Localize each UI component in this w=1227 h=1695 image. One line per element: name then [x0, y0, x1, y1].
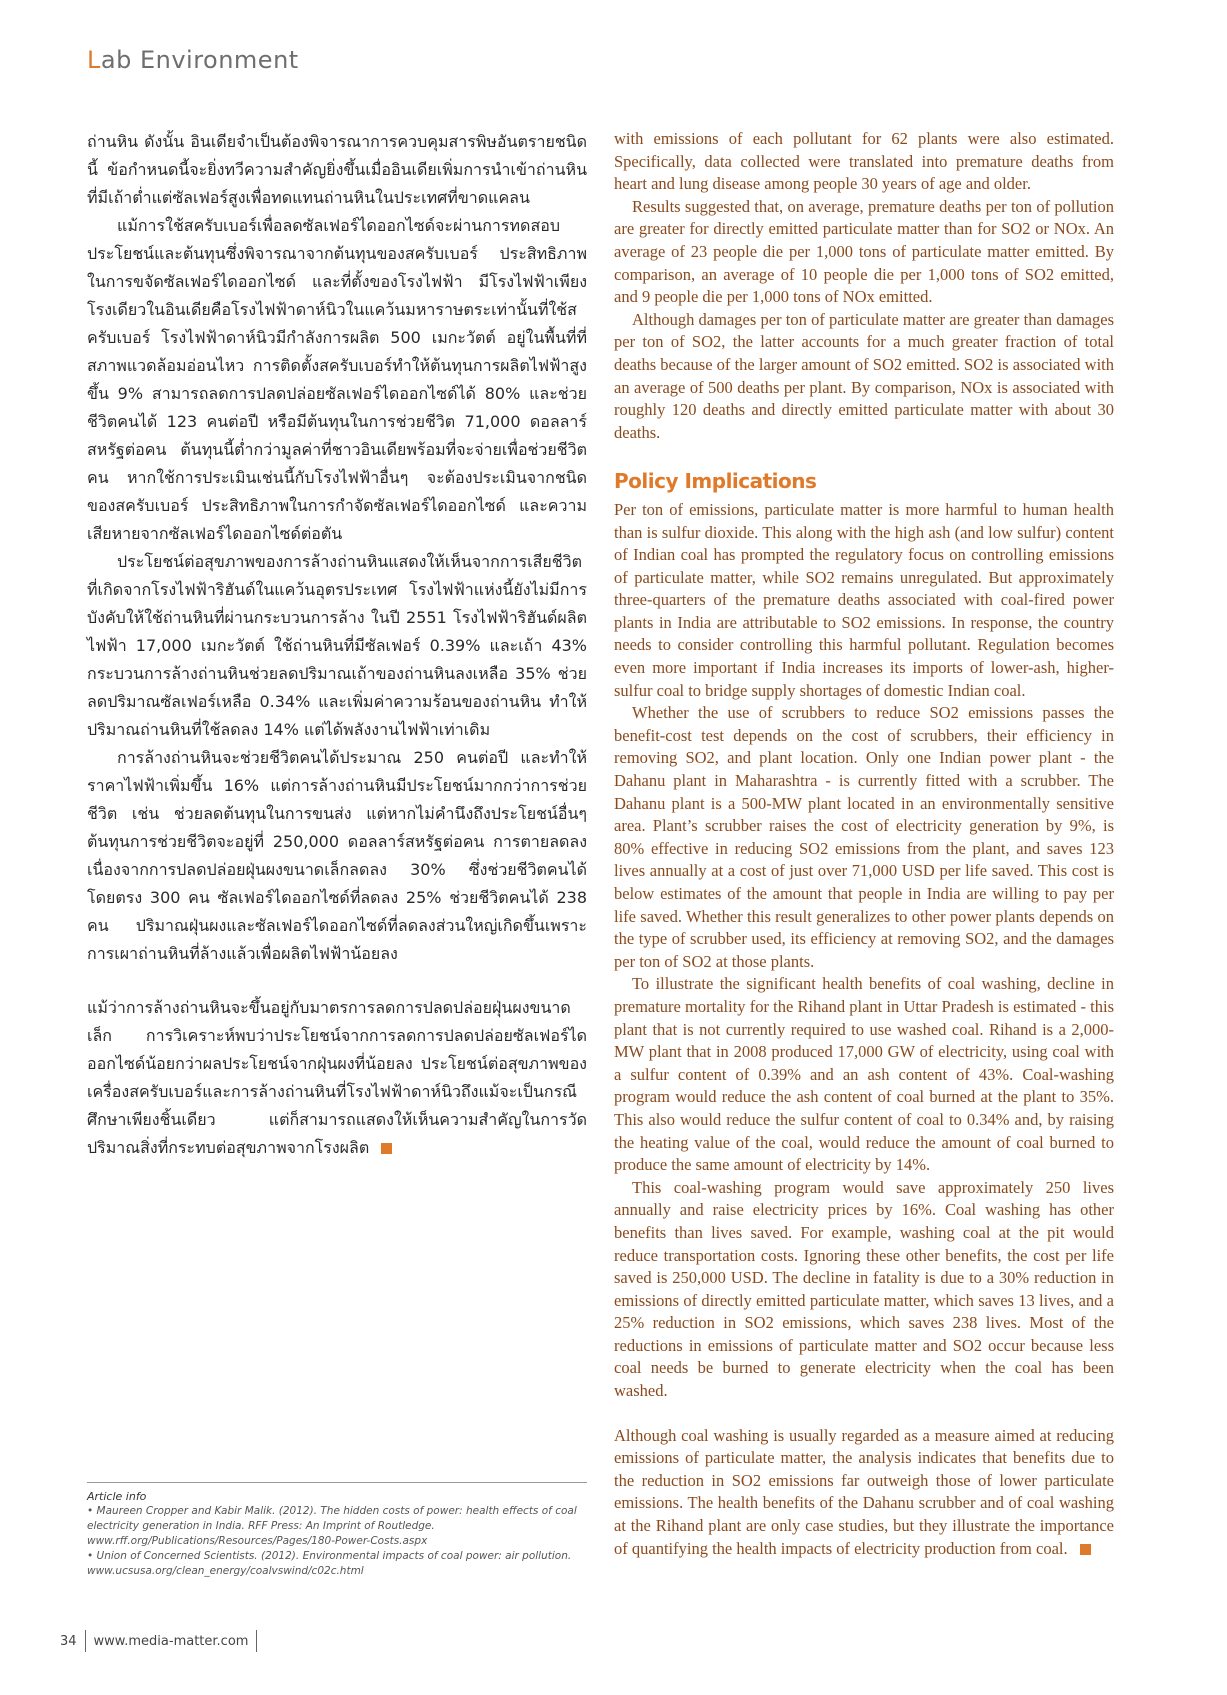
right-paragraph-5: Whether the use of scrubbers to reduce SO2 emissions passes the benefit-cost test depends on the cost of scrubbers, their efficiency in removing SO2, and plant location. Only one Indian power plant - the Dahanu plant in Maharashtra - is currently fitted with a scrubber. The Dahanu plant is a 500-MW plant located in an environmentally sensitive area. Plant’s scrubber raises the cost of electricity generation by 9%, is 80% effective in reducing SO2 emissions from the plant, and saves 123 lives annually at a cost of just over 71,000 USD per life saved. This cost is below estimates of the amount that people in India are willing to pay per life saved. Whether this result generalizes to other power plants depends on the type of scrubber used, its efficiency at removing SO2, and the damages per ton of SO2 at those plants. [614, 703, 1114, 971]
page-footer [60, 1630, 265, 1652]
article-info-reference: • Maureen Cropper and Kabir Malik. (2012). The hidden costs of power: health effects of coal electricity generation in India. RFF Press: An Imprint of Routledge. www.rff.org/Publications/Resources/Pages/180-Power-Costs.aspx [87, 1505, 577, 1547]
right-paragraph-2: Results suggested that, on average, premature deaths per ton of pollution are greater for directly emitted particulate matter than for SO2 or NOx. An average of 23 people die per 1,000 tons of particulate matter emitted. By comparison, an average of 10 people die per 1,000 tons of SO2 emitted, and 9 people die per 1,000 tons of NOx emitted. [614, 196, 1114, 307]
right-paragraph-7: This coal-washing program would save approximately 250 lives annually and raise electricity prices by 16%. Coal washing has other benefits than lives saved. For example, washing coal at the pit would reduce transportation costs. Ignoring these other benefits, the cost per life saved is 250,000 USD. The decline in fatality is due to a 30% reduction in emissions of directly emitted particulate matter, which saves 13 lives, and a 25% reduction in SO2 emissions, which saves 238 lives. Most of the reductions in emissions of particulate matter and SO2 occur because less coal needs be burned to generate electricity when the coal has been washed. [614, 1177, 1114, 1401]
section-header [87, 46, 299, 74]
footer-website: www.media-matter.com [93, 1633, 249, 1649]
left-paragraph-3: ประโยชน์ต่อสุขภาพของการล้างถ่านหินแสดงให้เห็นจากการเสียชีวิตที่เกิดจากโรงไฟฟ้าริฮันด์ในแคว้นอุตรประเทศ โรงไฟฟ้าแห่งนี้ยังไม่มีการบังคับให้ใช้ถ่านหินที่ผ่านกระบวนการล้าง ในปี 2551 โรงไฟฟ้าริฮันด์ผลิตไฟฟ้า 17,000 เมกะวัตต์ ใช้ถ่านหินที่มีซัลเฟอร์ 0.39% และเถ้า 43% กระบวนการล้างถ่านหินช่วยลดปริมาณเถ้าของถ่านหินลงเหลือ 35% ช่วยลดปริมาณซัลเฟอร์เหลือ 0.34% และเพิ่มค่าความร้อนของถ่านหิน ทำให้ปริมาณถ่านหินที่ใช้ลดลง 14% แต่ได้พลังงานไฟฟ้าเท่าเดิม [87, 552, 587, 739]
section-header-first-letter: L [87, 46, 101, 74]
page-number: 34 [60, 1633, 77, 1649]
right-paragraph-4: Per ton of emissions, particulate matter is more harmful to human health than is sulfur dioxide. This along with the high ash (and low sulfur) content of Indian coal has prompted the regulatory focus on controlling emissions of particulate matter, while SO2 remains unregulated. But approximately three-quarters of the premature deaths associated with coal-fired power plants in India are attributable to SO2 emissions. In response, the country needs to consider controlling this harmful pollutant. Regulation becomes even more important if India increases its imports of lower-ash, higher-sulfur coal to bridge supply shortages of domestic Indian coal. [614, 499, 1114, 700]
footer-divider [256, 1630, 257, 1652]
right-paragraph-1: with emissions of each pollutant for 62 plants were also estimated. Specifically, data collected were translated into premature deaths from heart and lung disease among people 30 years of age and older. [614, 129, 1114, 194]
left-paragraph-5 [87, 994, 587, 1162]
right-paragraph-3: Although damages per ton of particulate matter are greater than damages per ton of SO2, the latter accounts for a much greater fraction of total deaths because of the larger amount of SO2 emitted. SO2 is associated with an average of 500 deaths per plant. By comparison, NOx is associated with roughly 120 deaths and directly emitted particulate matter with about 30 deaths. [614, 309, 1114, 442]
end-mark-square [381, 1143, 392, 1154]
left-paragraph-1: ถ่านหิน ดังนั้น อินเดียจำเป็นต้องพิจารณาการควบคุมสารพิษอันตรายชนิดนี้ ข้อกำหนดนี้จะยิ่งทวีความสำคัญยิ่งขึ้นเมื่ออินเดียเพิ่มการนำเข้าถ่านหินที่มีเถ้าต่ำแต่ซัลเฟอร์สูงเพื่อทดแทนถ่านหินในประเทศที่ขาดแคลน [87, 132, 587, 207]
right-paragraph-6: To illustrate the significant health benefits of coal washing, decline in premature mortality for the Rihand plant in Uttar Pradesh is estimated - this plant that is not currently required to use washed coal. Rihand is a 2,000-MW plant that in 2008 produced 17,000 GW of electricity, using coal with a sulfur content of 0.39% and an ash content of 43%. Coal-washing program would reduce the ash content of coal burned at the plant to 35%. This also would reduce the sulfur content of coal to 0.34% and, by raising the heating value of the coal, would reduce the amount of coal burned to produce the same amount of electricity by 14%. [614, 974, 1114, 1175]
article-info-reference: • Union of Concerned Scientists. (2012). Environmental impacts of coal power: air pollution. www.ucsusa.org/clean_energy/coalvswind/c02c.html [87, 1550, 572, 1577]
article-info-title: Article info [87, 1490, 147, 1503]
right-column [614, 128, 1114, 1560]
policy-implications-heading: Policy Implications [614, 469, 817, 494]
left-paragraph-5-text: แม้ว่าการล้างถ่านหินจะขึ้นอยู่กับมาตรการลดการปลดปล่อยฝุ่นผงขนาดเล็ก การวิเคราะห์พบว่าประโยชน์จากการลดการปลดปล่อยซัลเฟอร์ไดออกไซด์น้อยกว่าผลประโยชน์จากฝุ่นผงที่น้อยลง ประโยชน์ต่อสุขภาพของเครื่องสครับเบอร์และการล้างถ่านหินที่โรงไฟฟ้าดาห์นิวถึงแม้จะเป็นกรณีศึกษาเพียงชิ้นเดียว แต่ก็สามารถแสดงให้เห็นความสำคัญในการวัดปริมาณสิ่งที่กระทบต่อสุขภาพจากโรงผลิต [87, 998, 587, 1157]
section-header-rest: ab Environment [100, 46, 299, 74]
end-mark-square [1080, 1544, 1091, 1555]
footer-divider [85, 1630, 86, 1652]
left-paragraph-4: การล้างถ่านหินจะช่วยชีวิตคนได้ประมาณ 250 คนต่อปี และทำให้ราคาไฟฟ้าเพิ่มขึ้น 16% แต่การล้างถ่านหินมีประโยชน์มากกว่าการช่วยชีวิต เช่น ช่วยลดต้นทุนในการขนส่ง แต่หากไม่คำนึงถึงประโยชน์อื่นๆ ต้นทุนการช่วยชีวิตจะอยู่ที่ 250,000 ดอลลาร์สหรัฐต่อคน การตายลดลงเนื่องจากการปลดปล่อยฝุ่นผงขนาดเล็กลดลง 30% ซึ่งช่วยชีวิตคนได้โดยตรง 300 คน ซัลเฟอร์ไดออกไซด์ที่ลดลง 25% ช่วยชีวิตคนได้ 238 คน ปริมาณฝุ่นผงและซัลเฟอร์ไดออกไซด์ที่ลดลงส่วนใหญ่เกิดขึ้นเพราะการเผาถ่านหินที่ล้างแล้วเพื่อผลิตไฟฟ้าน้อยลง [87, 748, 587, 963]
right-paragraph-8-text: Although coal washing is usually regarded as a measure aimed at reducing emissions of particulate matter, the analysis indicates that benefits due to the reduction in SO2 emissions far outweigh those of lower particulate emissions. The health benefits of the Dahanu scrubber and of coal washing at the Rihand plant are only case studies, but they illustrate the importance of quantifying the health impacts of electricity production from coal. [614, 1425, 1114, 1558]
left-paragraph-2: แม้การใช้สครับเบอร์เพื่อลดซัลเฟอร์ไดออกไซด์จะผ่านการทดสอบประโยชน์และต้นทุนซึ่งพิจารณาจากต้นทุนของสครับเบอร์ ประสิทธิภาพในการขจัดซัลเฟอร์ไดออกไซด์ และที่ตั้งของโรงไฟฟ้า มีโรงไฟฟ้าเพียงโรงเดียวในอินเดียคือโรงไฟฟ้าดาห์นิวในแคว้นมหาราษตระเท่านั้นที่ใช้สครับเบอร์ โรงไฟฟ้าดาห์นิวมีกำลังการผลิต 500 เมกะวัตต์ อยู่ในพื้นที่ที่สภาพแวดล้อมอ่อนไหว การติดตั้งสครับเบอร์ทำให้ต้นทุนการผลิตไฟฟ้าสูงขึ้น 9% สามารถลดการปลดปล่อยซัลเฟอร์ไดออกไซด์ได้ 80% และช่วยชีวิตคนได้ 123 คนต่อปี หรือมีต้นทุนในการช่วยชีวิต 71,000 ดอลลาร์สหรัฐต่อคน ต้นทุนนี้ต่ำกว่ามูลค่าที่ชาวอินเดียพร้อมที่จะจ่ายเพื่อช่วยชีวิตคน หากใช้การประเมินเช่นนี้กับโรงไฟฟ้าอื่นๆ จะต้องประเมินจากชนิดของสครับเบอร์ ประสิทธิภาพในการกำจัดซัลเฟอร์ไดออกไซด์ และความเสียหายจากซัลเฟอร์ไดออกไซด์ต่อตัน [87, 216, 587, 543]
right-paragraph-8 [614, 1425, 1114, 1561]
article-info [87, 1482, 587, 1579]
left-column [87, 128, 587, 1162]
